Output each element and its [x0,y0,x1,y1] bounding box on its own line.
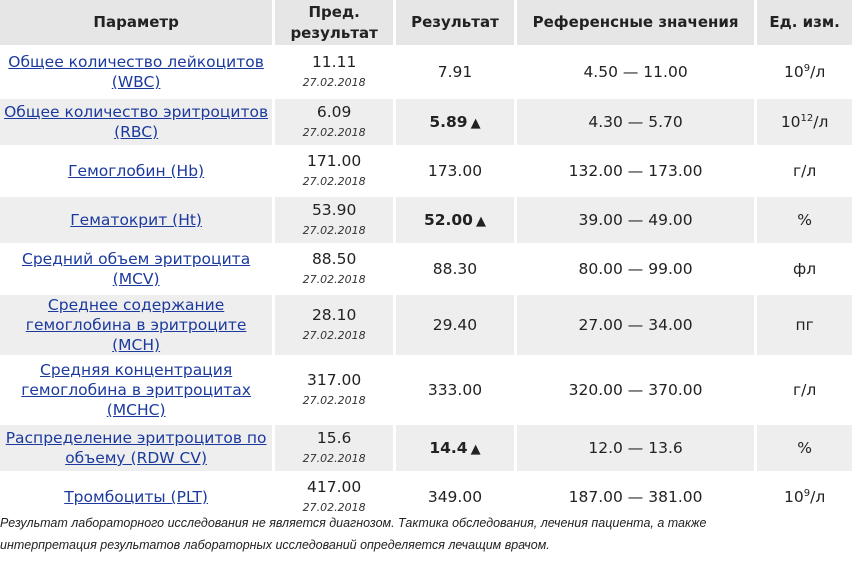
result-cell [396,99,514,145]
result-cell [396,295,514,355]
unit-base: % [797,211,812,229]
prev-result-date: 27.02.2018 [302,272,366,286]
table-row [0,197,852,243]
param-link[interactable] [6,429,267,467]
table-row [0,148,852,194]
unit-cell [757,425,852,471]
disclaimer-note [0,512,855,556]
table-row [0,295,852,355]
table-row [0,425,852,471]
reference-range-cell: 320.00 — 370.00 [517,358,754,422]
header-prev-result [275,0,393,45]
result-cell [396,246,514,292]
prev-result-value: 88.50 [311,249,357,268]
header-param: Параметр [0,0,272,45]
unit-tail: /л [810,488,826,507]
prev-result-value: 53.90 [311,200,357,219]
param-link[interactable] [64,488,208,506]
header-unit: Ед. изм. [757,0,852,45]
header-reference: Референсные значения [517,0,754,45]
unit-exponent: 12 [800,112,814,124]
result-cell [396,148,514,194]
disclaimer-line-1: Результат лабораторного исследования не является диагнозом. Тактика обследования, лечения пациента, а также [0,516,707,530]
prev-result-cell [275,295,393,355]
param-cell [0,358,272,422]
table-row [0,48,852,96]
prev-result-value: 28.10 [311,305,357,324]
param-cell [0,246,272,292]
result-value: 29.40 [432,316,478,334]
prev-result-date: 27.02.2018 [302,328,366,342]
result-value: 173.00 [427,162,483,180]
prev-result-value: 317.00 [307,370,362,389]
param-name-line: Тромбоциты (PLT) [64,488,208,506]
result-value: 5.89 [429,113,468,131]
param-link[interactable] [8,53,264,91]
param-name-line: Средняя концентрация [40,361,233,379]
param-name-line: (MCV) [112,270,160,288]
unit-base: % [797,439,812,457]
param-link[interactable] [70,211,202,229]
param-link[interactable] [21,361,251,419]
param-link[interactable] [26,296,247,354]
param-name-line: Общее количество эритроцитов [4,103,269,121]
prev-result-cell [275,99,393,145]
param-name-line: объему (RDW CV) [65,449,208,467]
prev-result-cell [275,246,393,292]
table-row [0,99,852,145]
above-range-arrow-icon: ▲ [475,214,486,229]
param-name-line: Распределение эритроцитов по [5,429,267,447]
reference-range-cell: 4.50 — 11.00 [517,48,754,96]
unit-exponent: 9 [803,487,811,499]
param-link[interactable] [68,162,204,180]
unit-cell [757,99,852,145]
prev-result-cell [275,358,393,422]
unit-base: фл [793,260,817,278]
result-value: 349.00 [427,488,483,506]
prev-result-value: 171.00 [307,151,362,170]
prev-result-cell [275,48,393,96]
prev-result-value: 6.09 [316,102,352,121]
unit-base: г/л [792,162,817,180]
reference-range-cell: 4.30 — 5.70 [517,99,754,145]
param-cell [0,99,272,145]
unit-base: г/л [792,381,817,399]
table-body [0,48,852,520]
prev-result-cell [275,197,393,243]
result-cell [396,358,514,422]
unit-exponent: 9 [803,62,811,74]
param-name-line: Средний объем эритроцита [22,250,251,268]
param-cell [0,48,272,96]
disclaimer-line-2: интерпретация результатов лабораторных исследований определяется лечащим врачом. [0,538,550,552]
table-row [0,246,852,292]
header-prev-line1: Пред. [308,2,360,21]
unit-cell [757,148,852,194]
prev-result-date: 27.02.2018 [302,393,366,407]
prev-result-date: 27.02.2018 [302,451,366,465]
header-result: Результат [396,0,514,45]
param-name-line: (MCHC) [106,401,166,419]
unit-cell [757,197,852,243]
result-value: 7.91 [437,63,473,81]
unit-base: 10 [784,488,804,507]
param-name-line: Среднее содержание [47,296,225,314]
prev-result-value: 11.11 [311,52,357,71]
param-cell [0,425,272,471]
prev-result-date: 27.02.2018 [302,223,366,237]
prev-result-value: 417.00 [307,477,362,496]
result-value: 14.4 [429,439,468,457]
result-cell [396,425,514,471]
prev-result-cell [275,425,393,471]
reference-range-cell: 80.00 — 99.00 [517,246,754,292]
param-name-line: гемоглобина в эритроците (MCH) [25,316,247,354]
param-name-line: (RBC) [114,123,159,141]
param-cell [0,148,272,194]
unit-base: пг [795,316,814,334]
unit-tail: /л [810,63,826,82]
reference-range-cell: 132.00 — 173.00 [517,148,754,194]
unit-base: 10 [780,113,801,132]
prev-result-cell [275,148,393,194]
param-name-line: гемоглобина в эритроцитах [21,381,251,399]
above-range-arrow-icon: ▲ [470,116,481,131]
reference-range-cell: 12.0 — 13.6 [517,425,754,471]
prev-result-value: 15.6 [316,428,352,447]
prev-result-date: 27.02.2018 [302,500,366,514]
unit-base: 10 [784,63,804,82]
above-range-arrow-icon: ▲ [470,442,481,457]
table-row [0,358,852,422]
header-prev-line2: результат [290,23,378,42]
unit-cell [757,48,852,96]
unit-tail: /л [813,113,829,132]
param-cell [0,295,272,355]
unit-cell [757,358,852,422]
prev-result-date: 27.02.2018 [302,125,366,139]
param-cell [0,197,272,243]
unit-cell [757,246,852,292]
prev-result-date: 27.02.2018 [302,75,366,89]
param-link[interactable] [4,103,268,141]
result-value: 333.00 [427,381,483,399]
param-name-line: (WBC) [111,73,161,91]
result-value: 52.00 [423,211,473,229]
unit-cell [757,295,852,355]
reference-range-cell: 187.00 — 381.00 [517,474,754,520]
param-name-line: Общее количество лейкоцитов [8,53,264,71]
param-link[interactable] [22,250,250,288]
param-name-line: Гематокрит (Ht) [70,211,202,229]
param-name-line: Гемоглобин (Hb) [68,162,205,180]
prev-result-date: 27.02.2018 [302,174,366,188]
result-cell [396,197,514,243]
reference-range-cell: 39.00 — 49.00 [517,197,754,243]
reference-range-cell: 27.00 — 34.00 [517,295,754,355]
result-value: 88.30 [432,260,478,278]
table-header-row [0,0,852,45]
result-cell [396,48,514,96]
